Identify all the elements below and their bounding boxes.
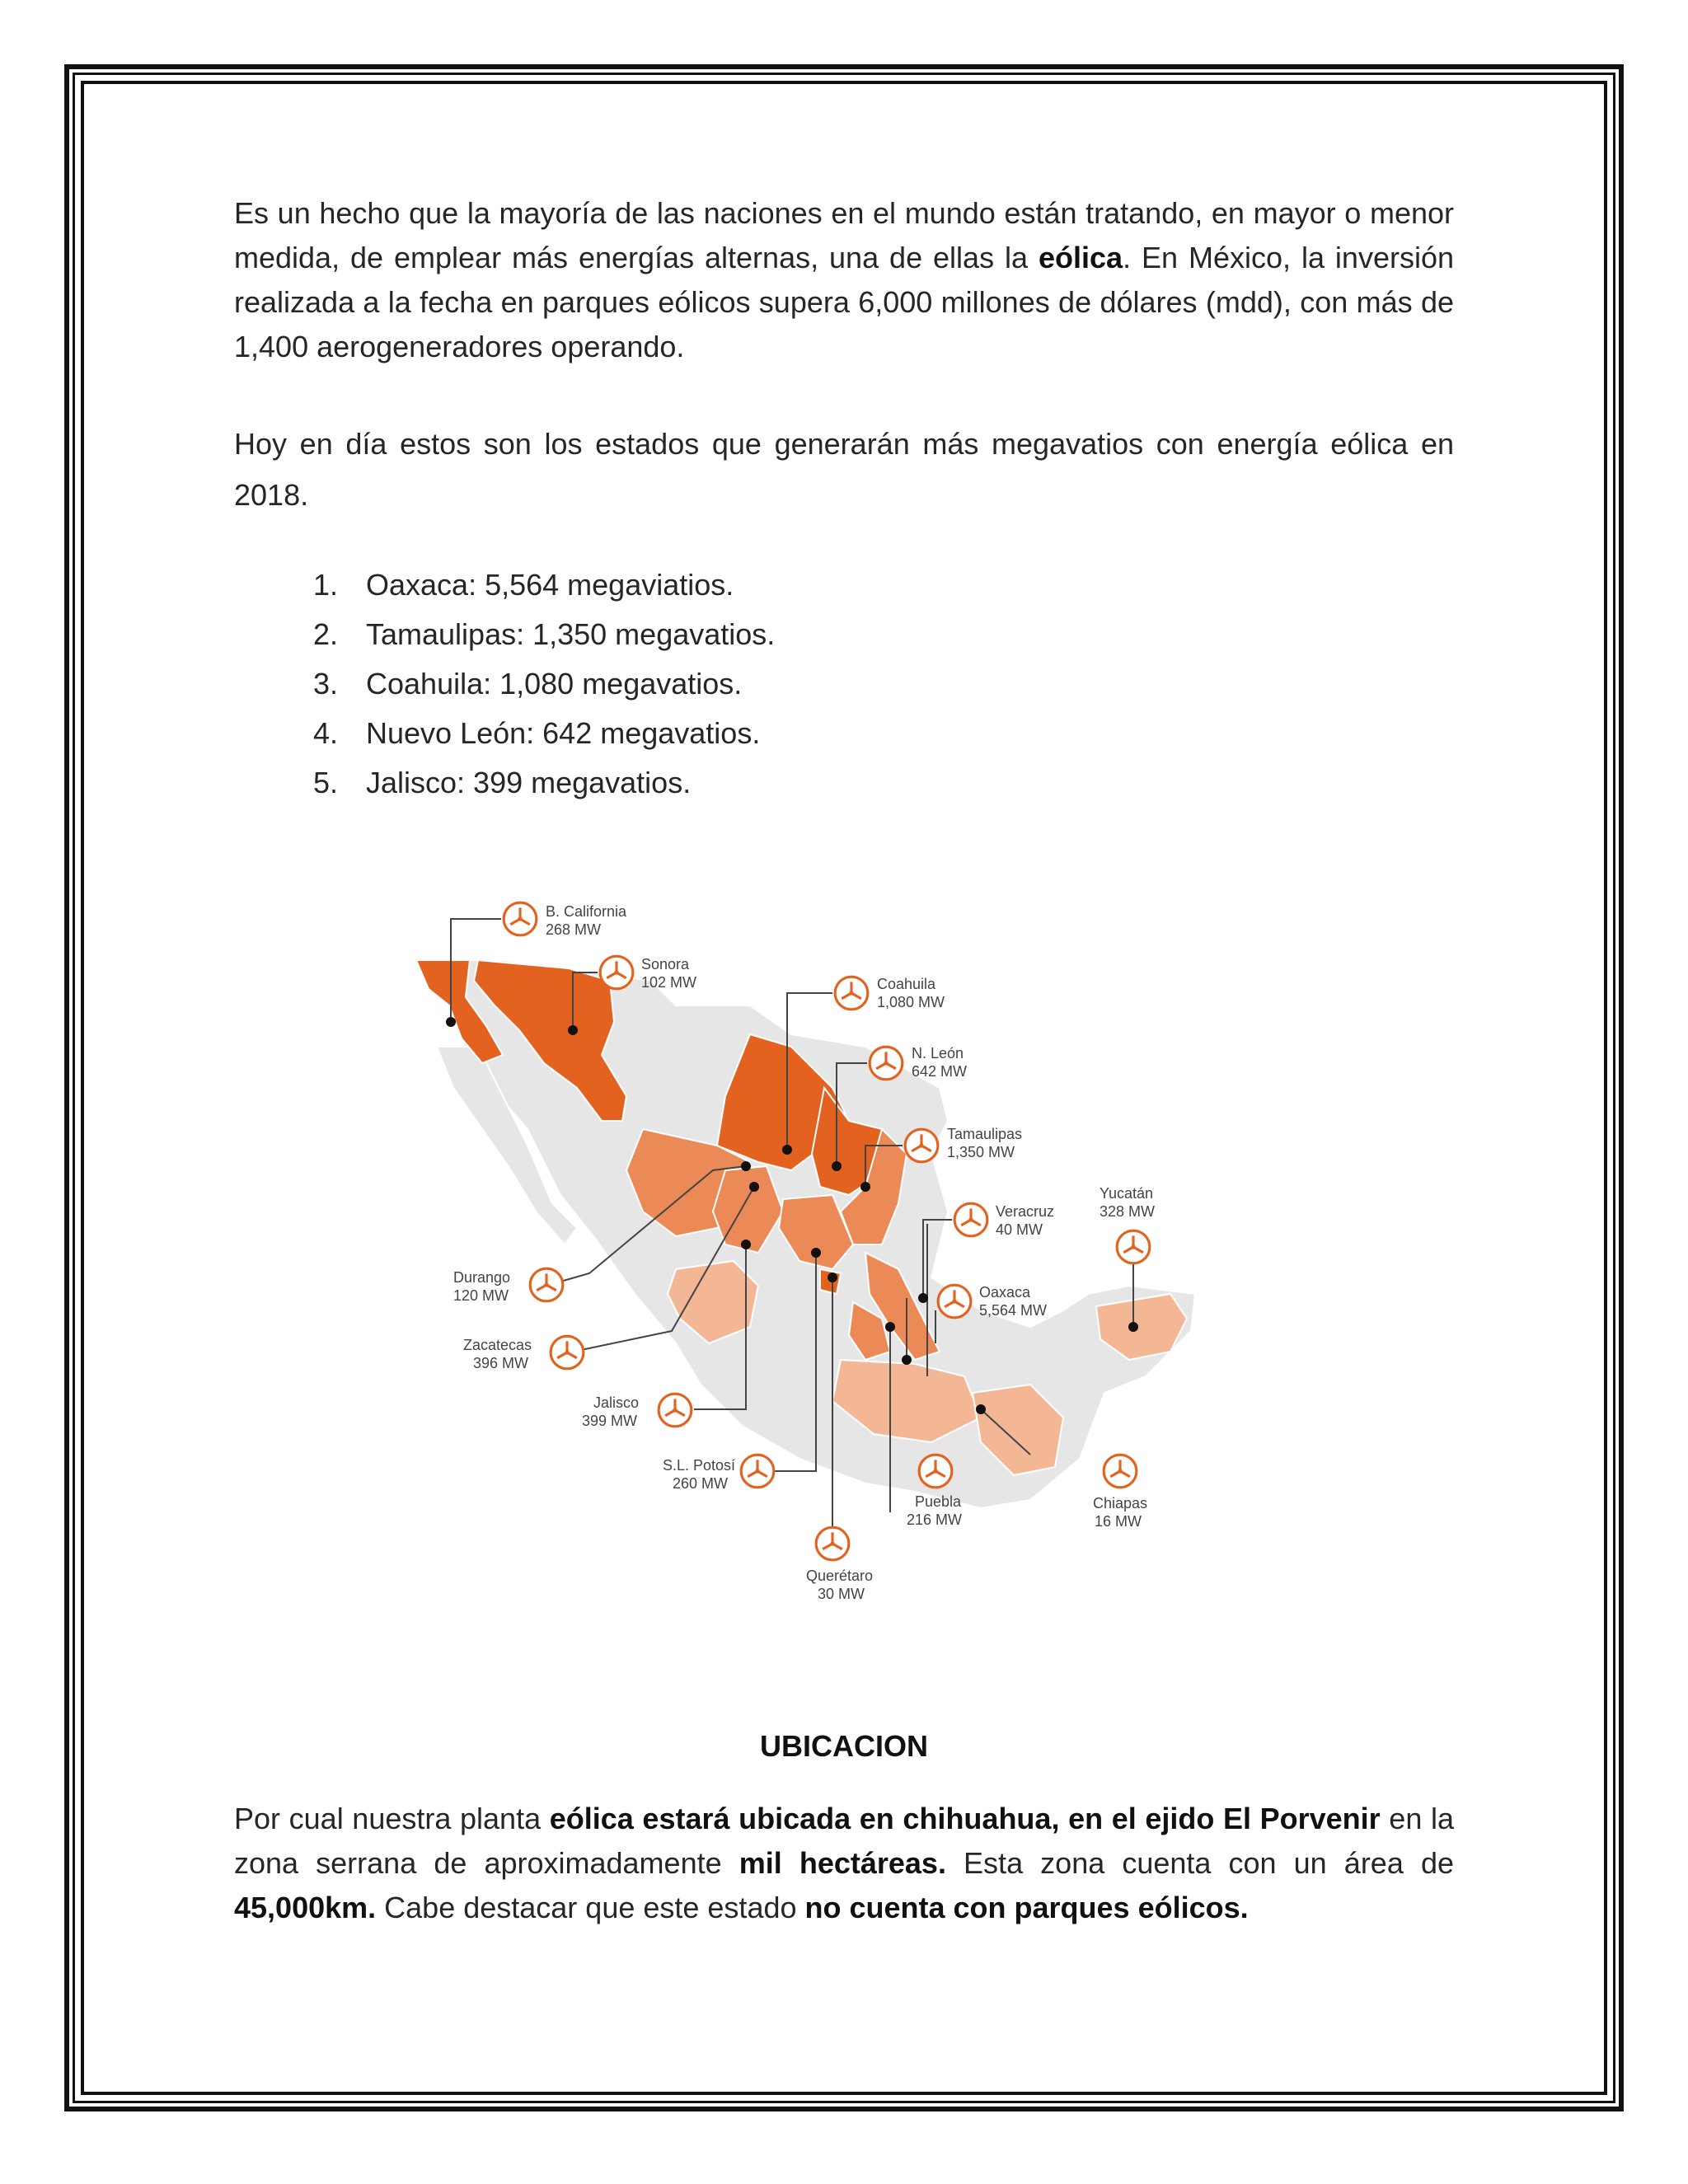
label-veracruz-mw: 40 MW [996,1221,1043,1238]
label-veracruz: Veracruz [996,1203,1055,1220]
section-heading: UBICACION [760,1729,928,1763]
turbine-icon [816,1527,849,1560]
turbine-icon [504,902,537,935]
intro-text-2: . En México, la inversión realizada a la fecha en parques eólicos supera 6,000 millones de dólares (mdd), con más de 1,400 aerogeneradores operando. [234,241,1455,363]
label-oaxaca-mw: 5,564 MW [979,1302,1048,1319]
turbine-icon [741,1455,774,1488]
label-yucatan: Yucatán [1100,1185,1154,1202]
label-jalisco-mw: 399 MW [582,1413,638,1429]
turbine-icon [551,1336,584,1369]
label-san-luis-potosi-mw: 260 MW [673,1475,729,1492]
label-chiapas-mw: 16 MW [1095,1513,1142,1530]
top-states-list [313,560,775,808]
intro-paragraph [234,191,1454,369]
label-baja-california-mw: 268 MW [546,921,602,938]
turbine-icon [870,1047,903,1080]
turbine-icon [905,1129,938,1162]
label-nuevo-leon: N. León [912,1045,964,1062]
list-item: 5. Jalisco: 399 megavatios. [313,766,692,799]
label-puebla-mw: 216 MW [907,1511,963,1528]
label-sonora-mw: 102 MW [641,974,697,991]
label-queretaro: Querétaro [806,1568,874,1584]
list-item: 1. Oaxaca: 5,564 megaviatios. [313,568,734,602]
turbine-icon [954,1203,987,1236]
label-oaxaca: Oaxaca [979,1284,1031,1301]
label-chiapas: Chiapas [1093,1495,1148,1511]
list-item: 2. Tamaulipas: 1,350 megavatios. [313,617,776,651]
label-yucatan-mw: 328 MW [1100,1203,1156,1220]
list-item: 3. Coahuila: 1,080 megavatios. [313,667,743,701]
mexico-wind-map [404,882,1228,1665]
turbine-icon [600,956,633,989]
label-tamaulipas-mw: 1,350 MW [947,1144,1015,1160]
turbine-icon [1117,1230,1150,1263]
label-zacatecas: Zacatecas [463,1337,532,1353]
label-queretaro-mw: 30 MW [818,1586,865,1602]
label-baja-california: B. California [546,903,627,920]
label-coahuila: Coahuila [877,976,936,992]
label-puebla: Puebla [915,1493,962,1510]
location-paragraph: Por cual nuestra planta eólica estará ubicada en chihuahua, en el ejido El Porvenir en la zona serrana de aproximadamente mil hectáreas. Esta zona cuenta con un área de 45,000km. Cabe destacar que este estado no cuenta con parques eólicos. [234,1802,1454,1924]
intro-bold-eolica: eólica [1039,241,1123,274]
label-coahuila-mw: 1,080 MW [877,994,945,1010]
label-nuevo-leon-mw: 642 MW [912,1063,968,1080]
label-durango: Durango [453,1269,511,1286]
label-jalisco: Jalisco [593,1394,640,1411]
label-san-luis-potosi: S.L. Potosí [663,1457,736,1474]
turbine-icon [835,977,868,1010]
states-paragraph: Hoy en día estos son los estados que generarán más megavatios con energía eólica en 2018. [234,427,1454,512]
turbine-icon [938,1285,971,1318]
intro-text-1: Es un hecho que la mayoría de las naciones en el mundo están tratando, en mayor o menor medida, de emplear más energías alternas, una de ellas la [234,196,1454,274]
label-zacatecas-mw: 396 MW [473,1355,529,1371]
turbine-icon [1104,1455,1137,1488]
turbine-icon [919,1455,952,1488]
map-svg [404,882,1228,1665]
label-sonora: Sonora [641,956,690,972]
list-item: 4. Nuevo León: 642 megavatios. [313,716,761,750]
turbine-icon [659,1394,692,1427]
label-durango-mw: 120 MW [453,1287,509,1304]
label-tamaulipas: Tamaulipas [947,1126,1023,1142]
turbine-icon [530,1268,563,1301]
